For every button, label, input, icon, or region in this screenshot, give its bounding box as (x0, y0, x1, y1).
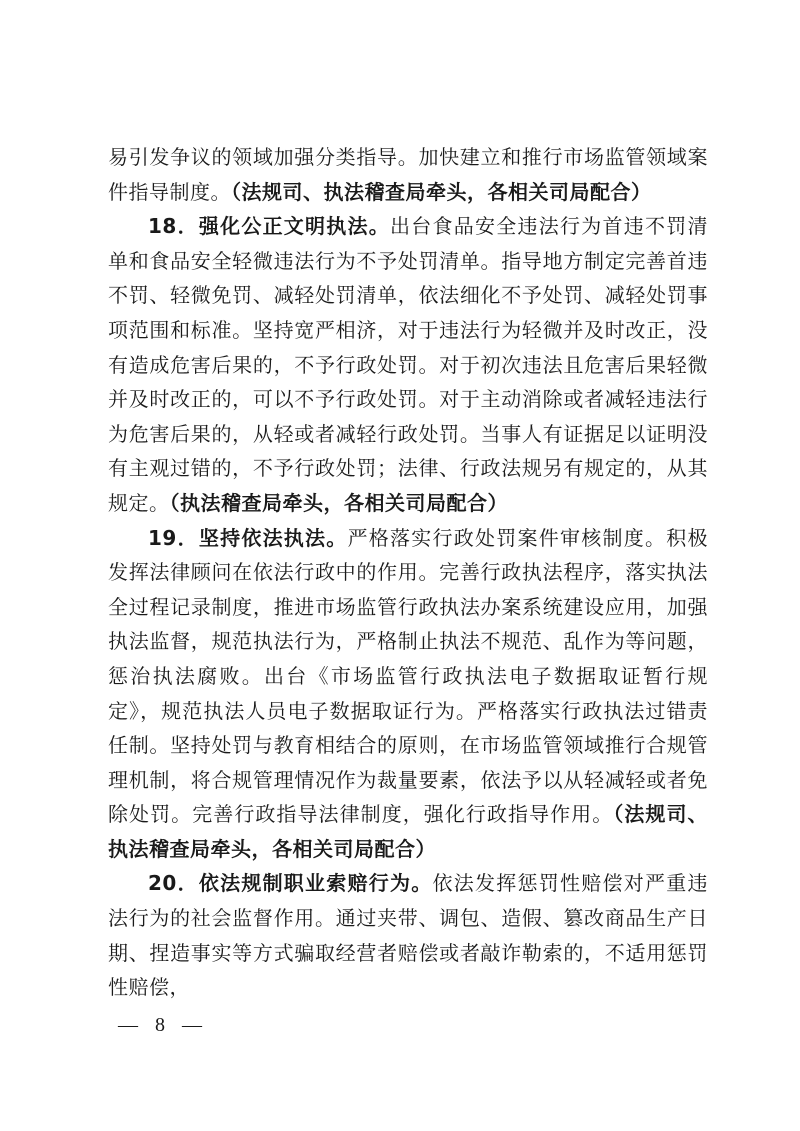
responsibility-note: （法规司、执法稽查局牵头，各相关司局配合） (231, 179, 652, 204)
paragraph-item-19 (108, 521, 708, 867)
responsibility-note: （执法稽查局牵头，各相关司局配合） (169, 490, 508, 515)
paragraph-item-20 (108, 866, 708, 1004)
paragraph-body: 出台食品安全违法行为首违不罚清单和食品安全轻微违法行为不予处罚清单。指导地方制定完善首违不罚、轻微免罚、减轻处罚清单，依法细化不予处罚、减轻处罚事项范围和标准。坚持宽严相济，对于违法行为轻微并及时改正，没有造成危害后果的，不予行政处罚。对于初次违法且危害后果轻微并及时改正的，可以不予行政处罚。对于主动消除或者减轻违法行为危害后果的，从轻或者减轻行政处罚。当事人有证据足以证明没有主观过错的，不予行政处罚；法律、行政法规另有规定的，从其规定。 (108, 214, 708, 515)
document-body (108, 140, 708, 1005)
page-number: — 8 — (118, 1014, 208, 1036)
paragraph-item-18 (108, 209, 708, 520)
responsibility-note: （法规司、执法稽查局牵头，各相关司局配合） (108, 802, 709, 861)
item-heading: 18．强化公正文明执法。 (148, 214, 391, 239)
paragraph-body: 依法发挥惩罚性赔偿对严重违法行为的社会监督作用。通过夹带、调包、造假、篡改商品生产日期、捏造事实等方式骗取经营者赔偿或者敲诈勒索的，不适用惩罚性赔偿， (108, 871, 709, 1000)
item-heading: 19．坚持依法执法。 (148, 525, 348, 550)
paragraph-continuation (108, 140, 708, 209)
paragraph-body: 严格落实行政处罚案件审核制度。积极发挥法律顾问在依法行政中的作用。完善行政执法程序，落实执法全过程记录制度，推进市场监管行政执法办案系统建设应用，加强执法监督，规范执法行为，严格制止执法不规范、乱作为等问题，惩治执法腐败。出台《市场监管行政执法电子数据取证暂行规定》，规范执法人员电子数据取证行为。严格落实行政执法过错责任制。坚持处罚与教育相结合的原则，在市场监管领域推行合规管理机制，将合规管理情况作为裁量要素，依法予以从轻减轻或者免除处罚。完善行政指导法律制度，强化行政指导作用。 (108, 525, 709, 827)
item-heading: 20．依法规制职业索赔行为。 (148, 871, 433, 896)
paragraph-body: 易引发争议的领域加强分类指导。加快建立和推行市场监管领域案件指导制度。 (108, 145, 708, 204)
